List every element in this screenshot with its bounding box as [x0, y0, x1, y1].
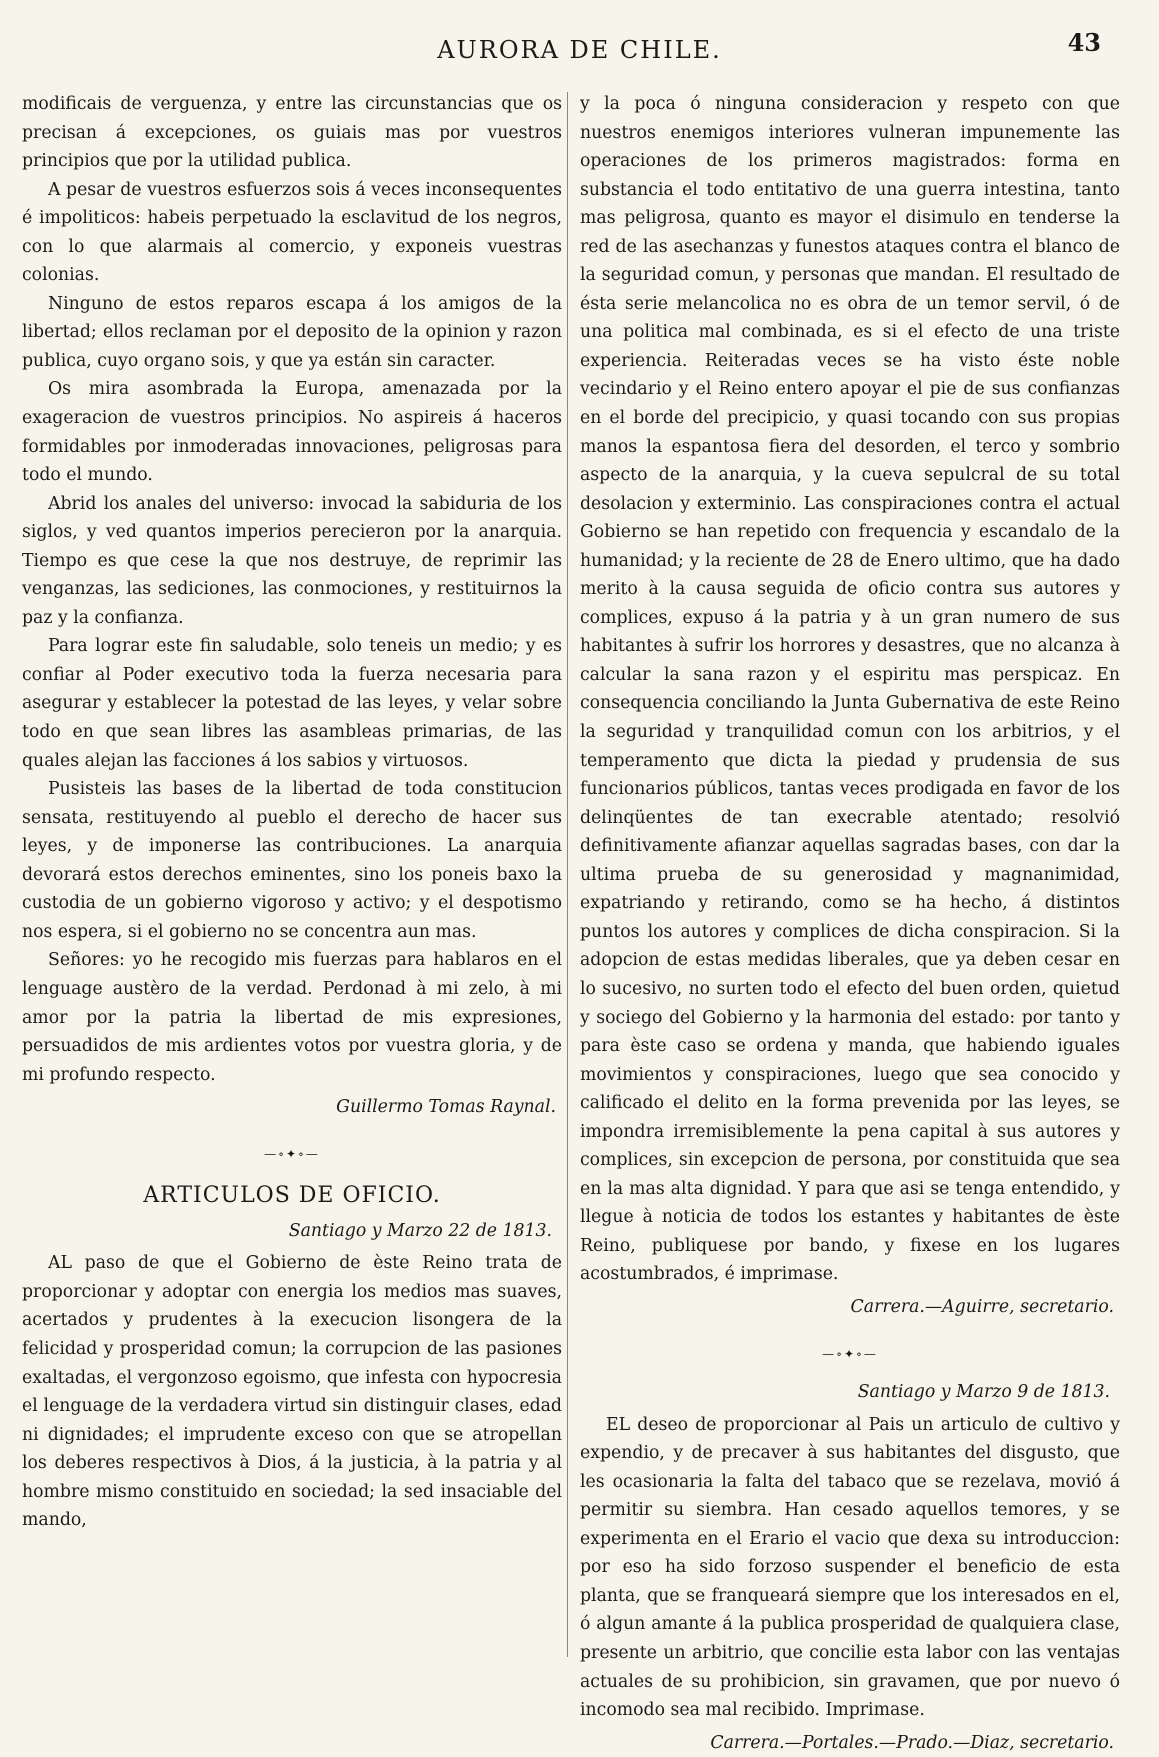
right-column [580, 90, 1120, 1757]
paragraph: A pesar de vuestros esfuerzos sois á veces inconsequentes é impoliticos: habeis perpetuado la esclavitud de los negros, con lo que alarmais al comercio, y exponeis vuestras colonias. [22, 179, 562, 286]
decree-signature: Carrera.—Aguirre, secretario. [850, 1296, 1114, 1317]
paragraph: Ninguno de estos reparos escapa á los amigos de la libertad; ellos reclaman por el deposito de la opinion y razon publica, cuyo organo sois, y que ya están sin caracter. [22, 293, 562, 371]
paragraph: Para lograr este fin saludable, solo teneis un medio; y es confiar al Poder executivo toda la fuerza necesaria para asegurar y establecer la potestad de las leyes, y velar sobre todo en que sean libres las asambleas primarias, de las quales alejan las facciones á los sabios y virtuosos. [22, 636, 562, 771]
section-ornament: —∘✦∘— [822, 1346, 878, 1361]
section-ornament: —∘✦∘— [264, 1146, 320, 1161]
page-number: 43 [1067, 28, 1101, 57]
paragraph: modificais de verguenza, y entre las circunstancias que os precisan á excepciones, os guiais mas por vuestros principios que por la utilidad publica. [22, 94, 562, 172]
paragraph: Pusisteis las bases de la libertad de toda constitucion sensata, restituyendo al pueblo el derecho de hacer sus leyes, y de imponerse las contribuciones. La anarquia devorará estos derechos eminentes, sino los poneis baxo la custodia de un gobierno vigoroso y activo; y el despotismo nos espera, si el gobierno no se concentra aun mas. [22, 779, 562, 942]
paragraph: Abrid los anales del universo: invocad la sabiduria de los siglos, y ved quantos imperios perecieron por la anarquia. Tiempo es que cese la que nos destruye, de reprimir las venganzas, las sediciones, las conmociones, y restituirnos la paz y la confianza. [22, 493, 562, 628]
paragraph: Señores: yo he recogido mis fuerzas para hablaros en el lenguage austèro de la verdad. Perdonad à mi zelo, à mi amor por la patria la libertad de mis expresiones, persuadidos de mis ardientes votos por vuestra gloria, y de mi profundo respecto. [22, 950, 562, 1085]
newspaper-title: AURORA DE CHILE. [437, 36, 722, 64]
author-signature: Guillermo Tomas Raynal. [336, 1097, 556, 1118]
decree-paragraph: AL paso de que el Gobierno de èste Reino trata de proporcionar y adoptar con energia los medios mas suaves, acertados y prudentes à la execucion lisongera de la felicidad y prosperidad comun; la corrupcion de las pasiones exaltadas, el vergonzoso egoismo, que infesta con hypocresia el lenguage de la verdadera virtud sin distinguir clases, edad ni dignidades; el imprudente exceso con que se atropellan los deberes respectivos à Dios, á la justicia, à la patria y al hombre mismo constituido en sociedad; la sed insaciable del mando, [22, 1253, 562, 1531]
paragraph: Os mira asombrada la Europa, amenazada por la exageracion de vuestros principios. No aspireis á haceros formidables por inmoderadas innovaciones, peligrosas para todo el mundo. [22, 379, 562, 486]
decree-signature: Carrera.—Portales.—Prado.—Diaz, secretario. [710, 1732, 1114, 1753]
section-heading: ARTICULOS DE OFICIO. [143, 1183, 441, 1209]
dateline: Santiago y Marzo 22 de 1813. [288, 1220, 552, 1241]
dateline: Santiago y Marzo 9 de 1813. [857, 1382, 1110, 1403]
second-decree: EL deseo de proporcionar al Pais un articulo de cultivo y expendio, y de precaver à sus habitantes del disgusto, que les ocasionaria la falta del tabaco que se rezelava, movió á permitir su siembra. Han cesado aquellos temores, y se experimenta en el Erario el vacio que dexa su introduccion: por eso ha sido forzoso suspender el beneficio de esta planta, que se franqueará siempre que los interesados en el, ó algun amante á la publica prosperidad de qualquiera clase, presente un arbitrio, que concilie esta labor con las ventajas actuales de su prohibicion, sin gravamen, que por nuevo ó incomodo sea mal recibido. Imprimase. [580, 1414, 1120, 1721]
column-divider [567, 92, 568, 1657]
left-column [22, 90, 562, 1535]
decree-continuation: y la poca ó ninguna consideracion y respeto con que nuestros enemigos interiores vulneran impunemente las operaciones de los primeros magistrados: forma en substancia el todo entitativo de una guerra intestina, tanto mas peligrosa, quanto es mayor el disimulo en tenderse la red de las asechanzas y funestos ataques contra el blanco de la seguridad comun, y personas que mandan. El resultado de ésta serie melancolica no es obra de un temor servil, ó de una politica mal combinada, es si el efecto de una triste experiencia. Reiteradas veces se ha visto éste noble vecindario y el Reino entero apoyar el pie de sus confianzas en el borde del precipicio, y quasi tocando con sus propias manos la espantosa fiera del desorden, el terco y sombrio aspecto de la anarquia, y la cueva sepulcral de su total desolacion y exterminio. Las conspiraciones contra el actual Gobierno se han repetido con frequencia y escandalo de la humanidad; y la reciente de 28 de Enero ultimo, que ha dado merito à la causa seguida de oficio contra sus autores y complices, expuso á la patria y à un gran numero de sus habitantes à sufrir los horrores y desastres, que no alcanza à calcular la sana razon y el espiritu mas perspicaz. En consequencia conciliando la Junta Gubernativa de este Reino la seguridad y tranquilidad comun con los arbitrios, y el temperamento que dicta la piedad y prudensia de sus funcionarios públicos, tantas veces prodigada en favor de los delinqüentes de tan execrable atentado; resolvió definitivamente afianzar aquellas sagradas bases, con dar la ultima prueba de su generosidad y magnanimidad, expatriando y retirando, como se ha hecho, á distintos puntos los autores y complices de dicha conspiracion. Si la adopcion de estas medidas liberales, que ya deben cesar en lo sucesivo, no surten todo el efecto del buen orden, quietud y sociego del Gobierno y la harmonia del estado: por tanto y para èste caso se ordena y manda, que habiendo iguales movimientos y conspiraciones, luego que sea conocido y calificado el delito en la forma prevenida por las leyes, se impondra irremisiblemente la pena capital à sus autores y complices, sin excepcion de persona, por constituida que sea en la mas alta dignidad. Y para que asi se tenga entendido, y llegue à noticia de todos los estantes y habitantes de èste Reino, publiquese por bando, y fixese en los lugares acostumbrados, é imprimase. [580, 94, 1120, 1285]
